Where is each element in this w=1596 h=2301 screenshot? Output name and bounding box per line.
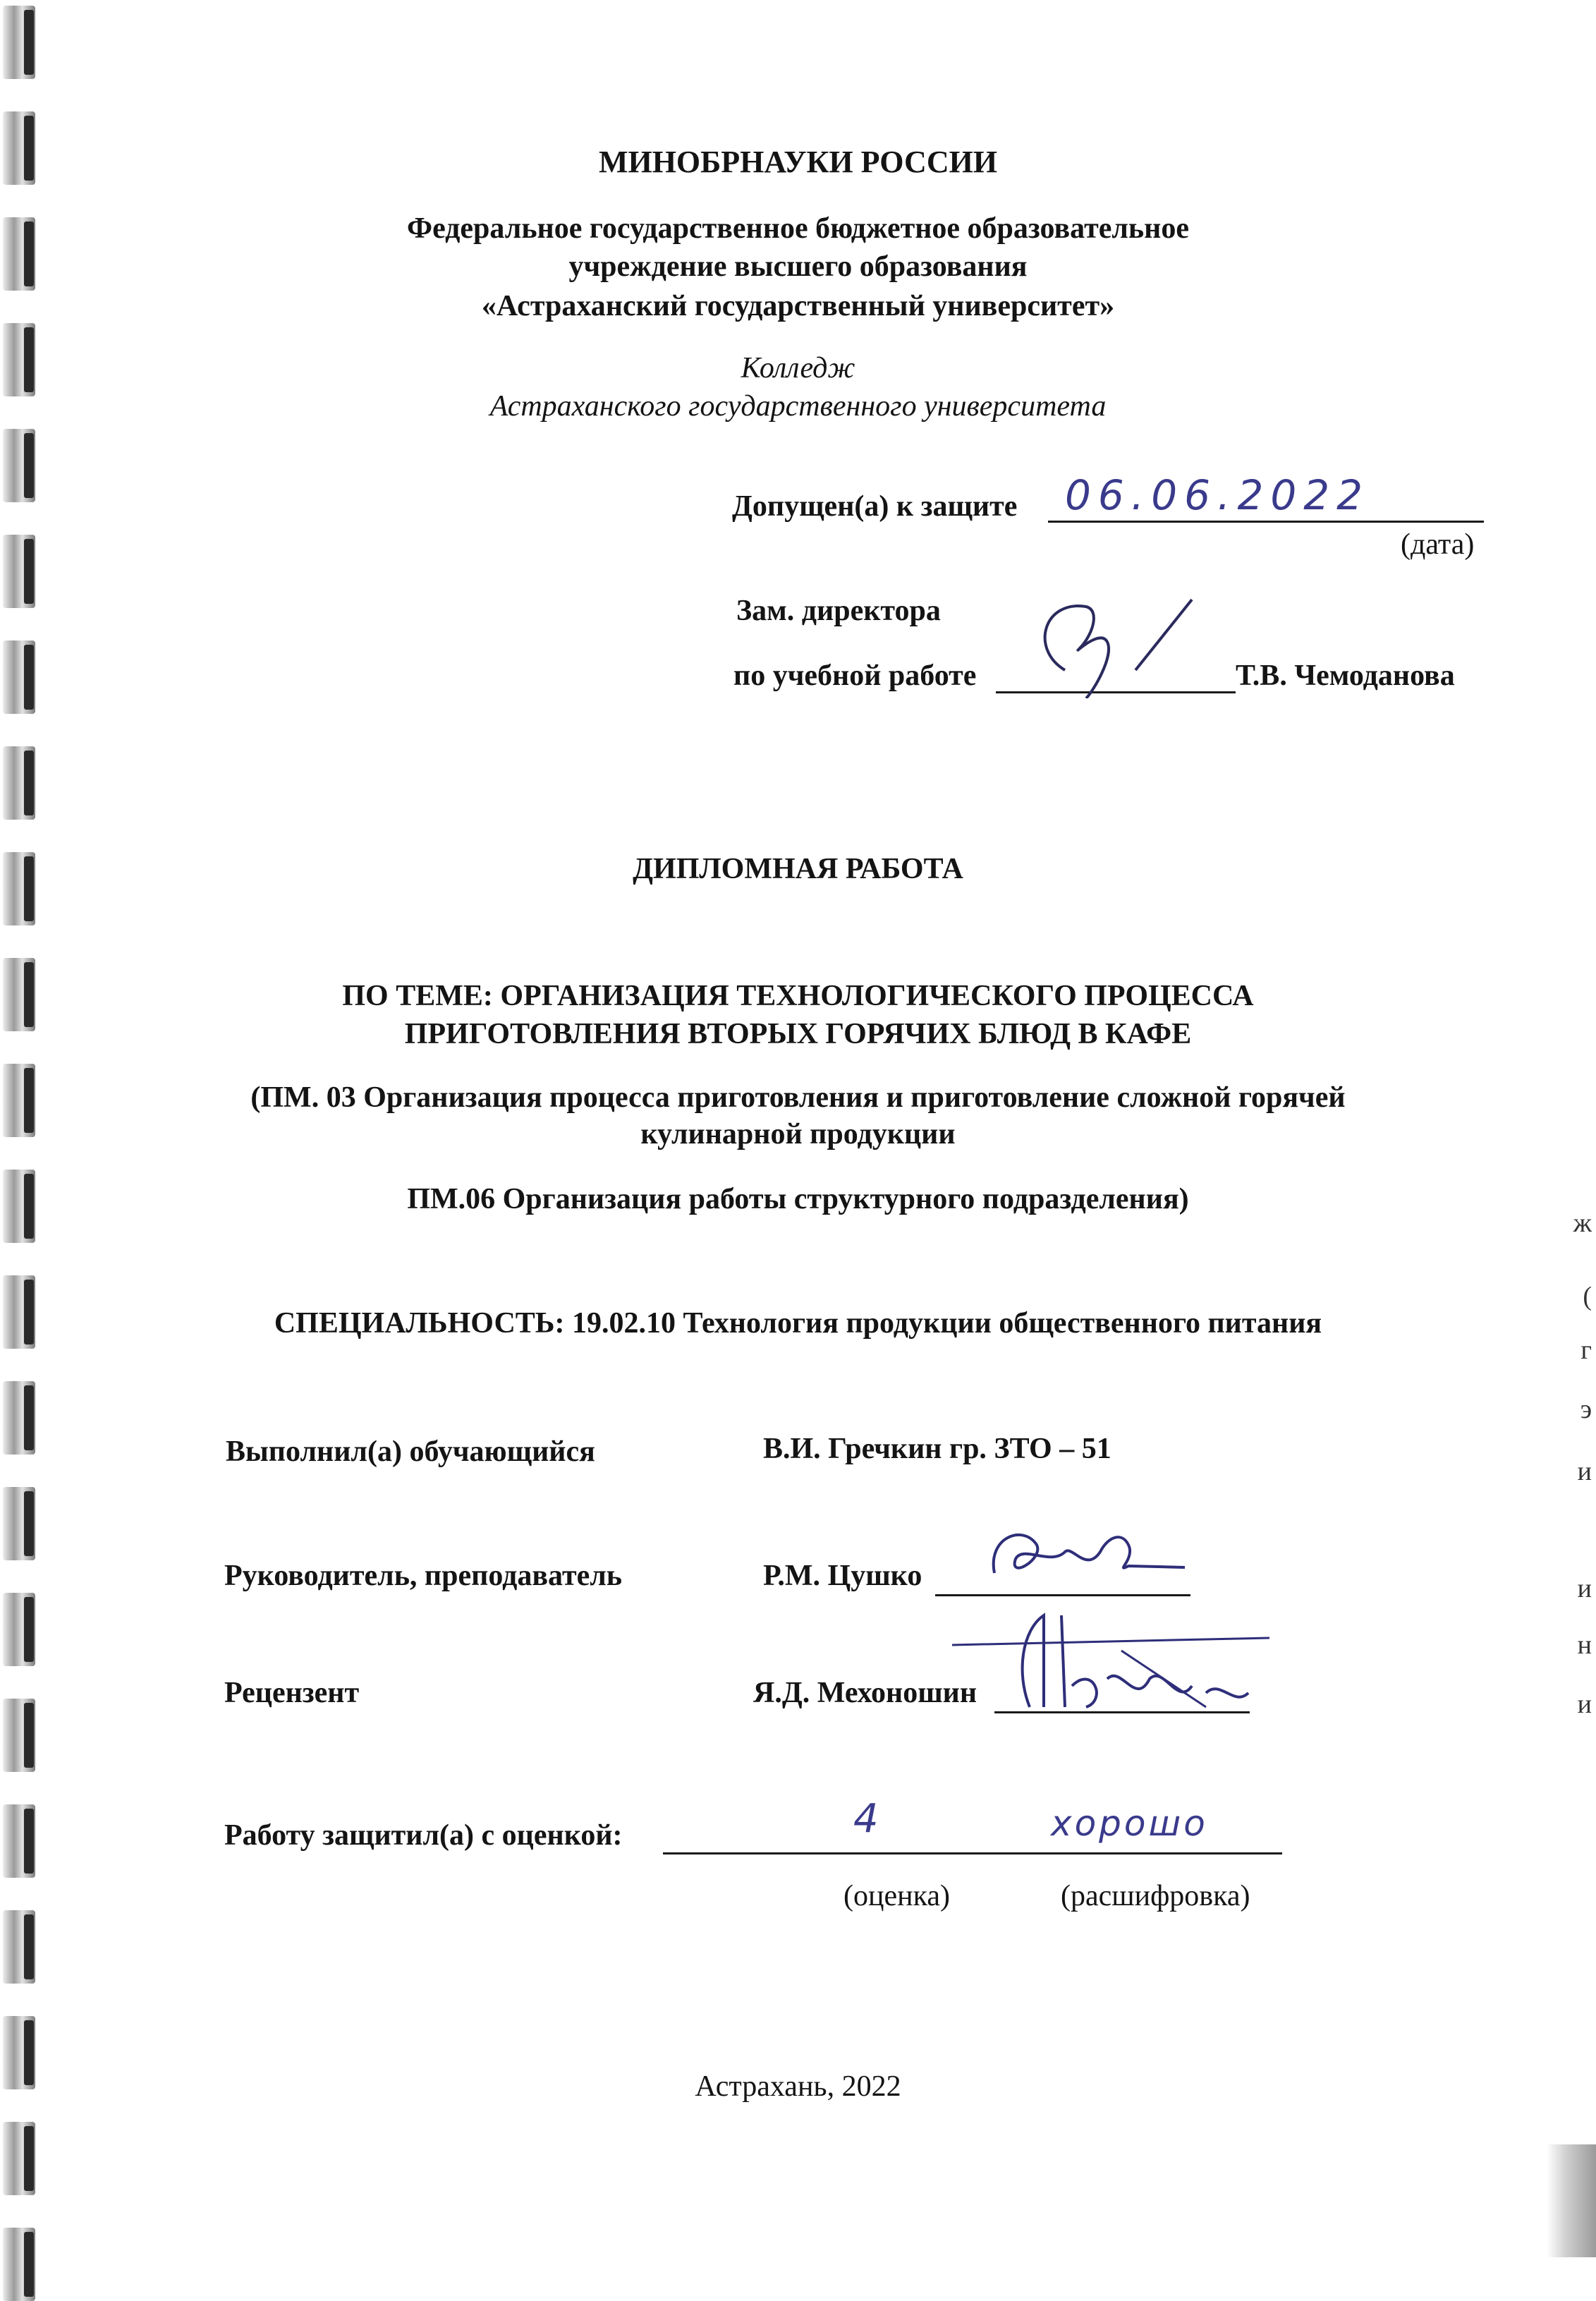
deputy-director-label: Зам. директора [736, 595, 941, 627]
edge-letter: н [1577, 1630, 1592, 1660]
binding-ring [3, 1381, 35, 1455]
module-line-2: кулинарной продукции [640, 1118, 956, 1150]
college-line-2: Астраханского государственного университета [489, 390, 1107, 423]
institution-line-1: Федеральное государственное бюджетное образовательное [407, 212, 1189, 245]
admitted-label: Допущен(а) к защите [732, 490, 1018, 523]
binding-ring [3, 2122, 35, 2195]
work-type-title: ДИПЛОМНАЯ РАБОТА [633, 853, 963, 885]
grade-text-caption: (расшифровка) [1061, 1880, 1250, 1912]
edge-letter: и [1577, 1574, 1592, 1603]
supervisor-value: Р.М. Цушко [763, 1560, 922, 1592]
supervisor-label: Руководитель, преподаватель [224, 1560, 623, 1592]
page-corner-shadow [1547, 2144, 1596, 2257]
binding-ring [3, 1699, 35, 1772]
topic-line-2: ПРИГОТОВЛЕНИЯ ВТОРЫХ ГОРЯЧИХ БЛЮД В КАФЕ [404, 1018, 1192, 1050]
topic-line-1: ПО ТЕМЕ: ОРГАНИЗАЦИЯ ТЕХНОЛОГИЧЕСКОГО ПРОЦЕССА [342, 980, 1254, 1012]
city-year: Астрахань, 2022 [695, 2070, 901, 2103]
grade-caption: (оценка) [843, 1880, 950, 1912]
binding-ring [3, 429, 35, 502]
specialty: СПЕЦИАЛЬНОСТЬ: 19.02.10 Технология продукции общественного питания [274, 1307, 1322, 1340]
binding-ring [3, 535, 35, 608]
edge-letter: г [1580, 1335, 1592, 1365]
binding-ring [3, 1487, 35, 1560]
edge-letter: и [1577, 1457, 1592, 1486]
academic-work-label: по учебной работе [733, 660, 977, 692]
reviewer-value: Я.Д. Мехоношин [753, 1677, 977, 1709]
binding-ring [3, 6, 35, 79]
institution-line-3: «Астраханский государственный университет» [481, 290, 1115, 322]
admitted-date-handwritten: 06.06.2022 [1065, 471, 1370, 519]
reviewer-label: Рецензент [224, 1677, 360, 1709]
edge-letter: ж [1573, 1208, 1592, 1238]
module-line-1: (ПМ. 03 Организация процесса приготовления и приготовление сложной горячей [250, 1081, 1346, 1114]
binding-ring [3, 1804, 35, 1878]
edge-letter: э [1580, 1395, 1592, 1424]
college-line-1: Колледж [741, 352, 855, 384]
student-value: В.И. Гречкин гр. ЗТО – 51 [763, 1433, 1111, 1465]
edge-letter: ( [1583, 1282, 1592, 1311]
institution-line-2: учреждение высшего образования [568, 250, 1028, 283]
edge-letter: и [1577, 1689, 1592, 1719]
binding-ring [3, 1910, 35, 1984]
binding-ring [3, 640, 35, 714]
grade-value-handwritten: 4 [853, 1796, 886, 1842]
deputy-name: Т.В. Чемоданова [1236, 660, 1455, 692]
date-caption: (дата) [1401, 528, 1475, 561]
grade-text-handwritten: хорошо [1051, 1803, 1208, 1844]
reviewer-signature [938, 1601, 1277, 1728]
deputy-signature [1016, 585, 1213, 698]
student-label: Выполнил(а) обучающийся [226, 1435, 595, 1468]
binding-ring [3, 746, 35, 820]
supervisor-signature [980, 1517, 1192, 1601]
binding-ring [3, 1593, 35, 1666]
binding-ring [3, 2228, 35, 2301]
module-line-3: ПМ.06 Организация работы структурного подразделения) [407, 1183, 1189, 1215]
grade-label: Работу защитил(а) с оценкой: [224, 1819, 623, 1852]
ministry-title: МИНОБРНАУКИ РОССИИ [598, 145, 998, 179]
